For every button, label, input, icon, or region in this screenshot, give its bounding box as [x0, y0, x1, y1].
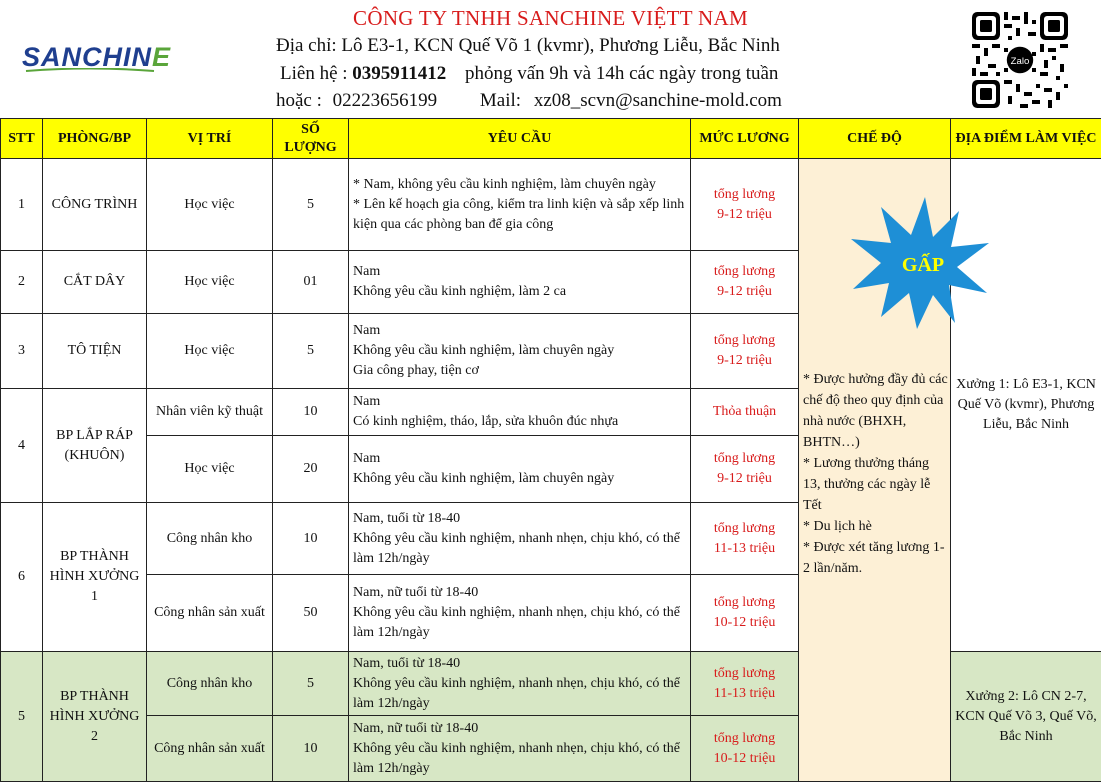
- contact-email[interactable]: xz08_scvn@sanchine-mold.com: [534, 90, 782, 111]
- row-position: Nhân viên kỹ thuật: [147, 389, 273, 436]
- row-quantity: 10: [273, 716, 349, 782]
- row-requirements: Nam Không yêu cầu kinh nghiệm, làm chuyên ngày: [349, 436, 691, 503]
- col-quantity: SỐ LƯỢNG: [273, 119, 349, 159]
- row-position: Công nhân kho: [147, 503, 273, 575]
- col-requirements: YÊU CẦU: [349, 119, 691, 159]
- row-requirements: Nam Có kinh nghiệm, tháo, lắp, sửa khuôn đúc nhựa: [349, 389, 691, 436]
- row-position: Học việc: [147, 251, 273, 314]
- row-salary: tổng lương 11-13 triệu: [691, 503, 799, 575]
- row-salary: tổng lương 10-12 triệu: [691, 716, 799, 782]
- row-salary: tổng lương 9-12 triệu: [691, 251, 799, 314]
- row-position: Công nhân sản xuất: [147, 716, 273, 782]
- table-header-row: [1, 119, 1101, 159]
- contact-line: [280, 63, 778, 85]
- row-stt: 6: [1, 503, 43, 652]
- urgent-star-icon: [851, 197, 989, 329]
- row-requirements: Nam, nữ tuổi từ 18-40 Không yêu cầu kinh nghiệm, nhanh nhẹn, chịu khó, có thể làm 12h/ngày: [349, 575, 691, 652]
- location-workshop-2: Xưởng 2: Lô CN 2-7, KCN Quế Võ 3, Quế Võ, Bắc Ninh: [951, 652, 1101, 782]
- row-salary: Thỏa thuận: [691, 389, 799, 436]
- row-salary: tổng lương 11-13 triệu: [691, 652, 799, 716]
- zalo-qr-code-icon[interactable]: [972, 12, 1068, 108]
- row-salary: tổng lương 10-12 triệu: [691, 575, 799, 652]
- row-stt: 5: [1, 652, 43, 782]
- row-position: Học việc: [147, 436, 273, 503]
- row-position: Học việc: [147, 159, 273, 251]
- row-department: CẮT DÂY: [43, 251, 147, 314]
- row-quantity: 5: [273, 314, 349, 389]
- or-label: hoặc :: [276, 90, 322, 111]
- benefits-text: * Được hưởng đầy đủ các chế độ theo quy định của nhà nước (BHXH, BHTN…) * Lương thưởng tháng 13, thưởng các ngày lễ Tết * Du lịch hè * Được xét tăng lương 1-2 lần/năm.: [803, 369, 948, 579]
- row-department: TÔ TIỆN: [43, 314, 147, 389]
- row-department: BP THÀNH HÌNH XƯỞNG 1: [43, 503, 147, 652]
- sanchine-logo: [22, 40, 162, 76]
- row-requirements: * Nam, không yêu cầu kinh nghiệm, làm chuyên ngày * Lên kế hoạch gia công, kiểm tra linh kiện và sắp xếp linh kiện qua các phòng ban để gia công: [349, 159, 691, 251]
- row-requirements: Nam, tuổi từ 18-40 Không yêu cầu kinh nghiệm, nhanh nhẹn, chịu khó, có thể làm 12h/ngày: [349, 503, 691, 575]
- col-location: ĐỊA ĐIỂM LÀM VIỆC: [951, 119, 1101, 159]
- row-position: Học việc: [147, 314, 273, 389]
- contact-label: Liên hệ :: [280, 63, 348, 84]
- col-salary: MỨC LƯƠNG: [691, 119, 799, 159]
- benefits-cell: [799, 159, 951, 782]
- col-position: VỊ TRÍ: [147, 119, 273, 159]
- row-department: BP LẮP RÁP (KHUÔN): [43, 389, 147, 503]
- row-requirements: Nam, nữ tuổi từ 18-40 Không yêu cầu kinh nghiệm, nhanh nhẹn, chịu khó, có thể làm 12h/ngày: [349, 716, 691, 782]
- row-quantity: 01: [273, 251, 349, 314]
- contact-phone-2[interactable]: 02223656199: [333, 90, 438, 111]
- interview-hours: phỏng vấn 9h và 14h các ngày trong tuần: [465, 63, 778, 84]
- row-stt: 2: [1, 251, 43, 314]
- row-quantity: 5: [273, 159, 349, 251]
- row-requirements: Nam Không yêu cầu kinh nghiệm, làm chuyên ngày Gia công phay, tiện cơ: [349, 314, 691, 389]
- row-quantity: 20: [273, 436, 349, 503]
- row-department: CÔNG TRÌNH: [43, 159, 147, 251]
- row-department: BP THÀNH HÌNH XƯỞNG 2: [43, 652, 147, 782]
- row-salary: tổng lương 9-12 triệu: [691, 314, 799, 389]
- company-name: CÔNG TY TNHH SANCHINE VIỆTT NAM: [0, 6, 1101, 31]
- logo-text: SANCHIN: [22, 42, 152, 72]
- contact-phone[interactable]: 0395911412: [352, 63, 446, 84]
- col-stt: STT: [1, 119, 43, 159]
- row-position: Công nhân sản xuất: [147, 575, 273, 652]
- col-benefits: CHẾ ĐỘ: [799, 119, 951, 159]
- mail-label: Mail:: [480, 90, 521, 111]
- row-quantity: 10: [273, 503, 349, 575]
- row-stt: 1: [1, 159, 43, 251]
- row-stt: 3: [1, 314, 43, 389]
- urgent-badge: GẤP: [902, 252, 944, 276]
- qr-label: Zalo: [1011, 56, 1030, 67]
- recruitment-table: [0, 118, 1101, 782]
- row-quantity: 10: [273, 389, 349, 436]
- row-salary: tổng lương 9-12 triệu: [691, 436, 799, 503]
- row-quantity: 50: [273, 575, 349, 652]
- col-department: PHÒNG/BP: [43, 119, 147, 159]
- header: [0, 0, 1101, 118]
- logo-swoosh-icon: [24, 68, 156, 74]
- logo-text-last: E: [152, 42, 171, 72]
- row-quantity: 5: [273, 652, 349, 716]
- company-address: Địa chỉ: Lô E3-1, KCN Quế Võ 1 (kvmr), Phương Liễu, Bắc Ninh: [276, 35, 780, 57]
- row-requirements: Nam, tuổi từ 18-40 Không yêu cầu kinh nghiệm, nhanh nhẹn, chịu khó, có thể làm 12h/ngày: [349, 652, 691, 716]
- row-stt: 4: [1, 389, 43, 503]
- table-row: [1, 159, 1101, 251]
- row-position: Công nhân kho: [147, 652, 273, 716]
- contact-line-2: [276, 90, 782, 112]
- row-requirements: Nam Không yêu cầu kinh nghiệm, làm 2 ca: [349, 251, 691, 314]
- location-workshop-1: Xưởng 1: Lô E3-1, KCN Quế Võ (kvmr), Phương Liễu, Bắc Ninh: [951, 159, 1101, 652]
- row-salary: tổng lương 9-12 triệu: [691, 159, 799, 251]
